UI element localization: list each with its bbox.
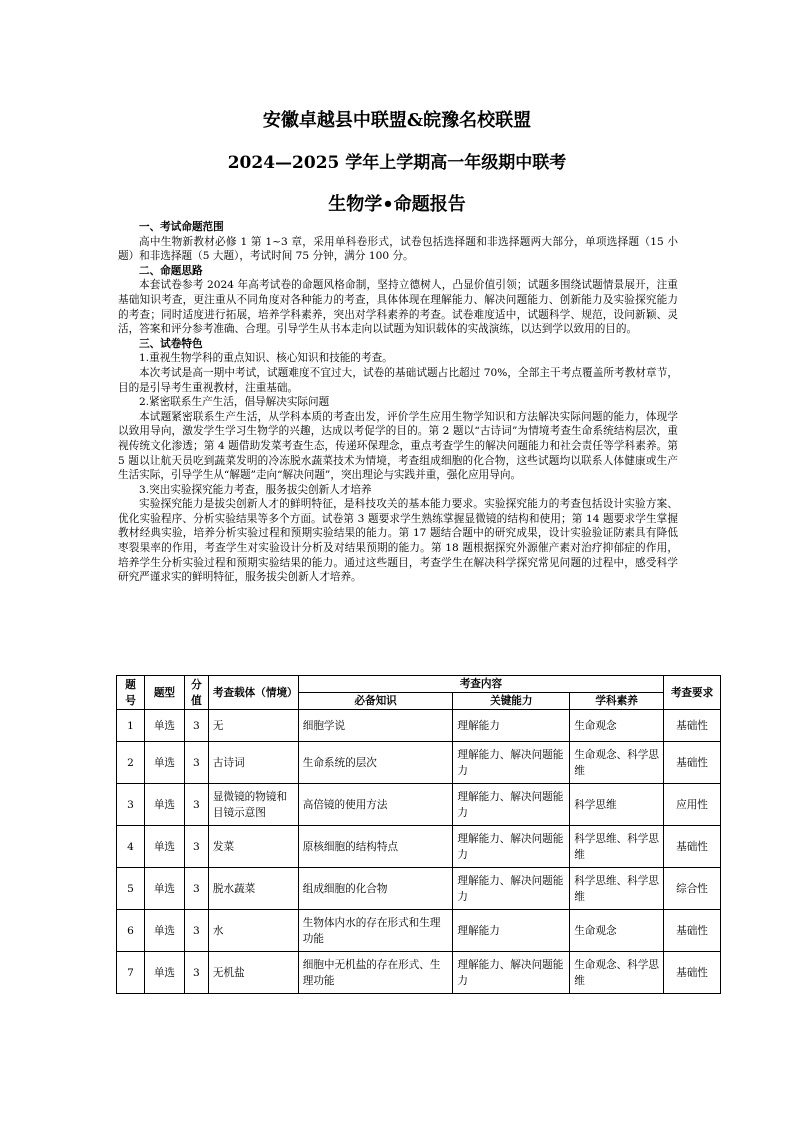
feature-1-title: 1.重视生物学科的重点知识、核心知识和技能的考查。 <box>139 352 393 365</box>
table-row <box>117 784 721 826</box>
cell-knowledge: 高倍镜的使用方法 <box>298 784 453 826</box>
cell-carrier: 无机盐 <box>208 952 298 994</box>
cell-num: 6 <box>117 910 145 952</box>
cell-score: 3 <box>184 742 208 784</box>
cell-literacy: 科学思维、科学思维 <box>570 868 664 910</box>
header-num: 题号 <box>117 676 145 710</box>
header-type: 题型 <box>144 676 184 710</box>
cell-carrier: 发菜 <box>208 826 298 868</box>
cell-knowledge: 生命系统的层次 <box>298 742 453 784</box>
header-ability: 关键能力 <box>453 693 570 710</box>
cell-knowledge: 原核细胞的结构特点 <box>298 826 453 868</box>
cell-requirement: 基础性 <box>664 910 721 952</box>
paragraph-approach: 本套试卷参考 2024 年高考试卷的命题风格命制，坚持立德树人，凸显价值引领；试题多围绕试题情景展开，注重基础知识考查，更注重从不同角度对各种能力的考查，具体体现在理解能力、解决问题能力、创新能力及实验探究能力的考查；同时适度进行拓展，培养学科素养，突出对学科素养的考查。试卷难度适中，试题科学、规范，设问新颖、灵活，答案和评分参考准确、合理。引导学生从书本走向以试题为知识载体的实战演练，以达到学以致用的目的。 <box>118 279 678 336</box>
cell-literacy: 生命观念、科学思维 <box>570 952 664 994</box>
cell-ability: 理解能力、解决问题能力 <box>453 952 570 994</box>
cell-knowledge: 细胞学说 <box>298 710 453 742</box>
cell-ability: 理解能力、解决问题能力 <box>453 868 570 910</box>
cell-num: 3 <box>117 784 145 826</box>
cell-ability: 理解能力 <box>453 710 570 742</box>
report-title: 生物学•命题报告 <box>328 194 466 215</box>
cell-knowledge: 组成细胞的化合物 <box>298 868 453 910</box>
cell-score: 3 <box>184 784 208 826</box>
cell-type: 单选 <box>144 868 184 910</box>
question-table <box>116 675 721 994</box>
cell-requirement: 基础性 <box>664 826 721 868</box>
cell-num: 1 <box>117 710 145 742</box>
table-row <box>117 868 721 910</box>
cell-ability: 理解能力 <box>453 910 570 952</box>
header-score: 分值 <box>184 676 208 710</box>
cell-score: 3 <box>184 826 208 868</box>
cell-literacy: 科学思维、科学思维 <box>570 826 664 868</box>
cell-type: 单选 <box>144 710 184 742</box>
cell-literacy: 生命观念、科学思维 <box>570 742 664 784</box>
report-body <box>118 220 678 585</box>
cell-requirement: 应用性 <box>664 784 721 826</box>
cell-score: 3 <box>184 710 208 742</box>
feature-2-title: 2.紧密联系生产生活，倡导解决实际问题 <box>139 396 330 409</box>
cell-ability: 理解能力、解决问题能力 <box>453 826 570 868</box>
cell-ability: 理解能力、解决问题能力 <box>453 742 570 784</box>
header-knowledge: 必备知识 <box>298 693 453 710</box>
cell-carrier: 无 <box>208 710 298 742</box>
feature-3-title: 3.突出实验探究能力考查，服务拔尖创新人才培养 <box>139 483 372 496</box>
cell-type: 单选 <box>144 826 184 868</box>
cell-score: 3 <box>184 868 208 910</box>
header-content: 考查内容 <box>298 676 663 693</box>
cell-num: 7 <box>117 952 145 994</box>
feature-3-text: 实验探究能力是拔尖创新人才的鲜明特征，是科技攻关的基本能力要求。实验探究能力的考查包括设计实验方案、优化实验程序、分析实验结果等多个方面。试卷第 3 题要求学生熟练掌握显微镜的结构和使用；第 14 题要求学生掌握教材经典实验，培养分析实验过程和预期实验结果的能力。第 17 题结合题中的研究成果，设计实验验证防素具有降低枣裂果率的作用，考查学生对实验设计分析及对结果预期的能力。第 18 题根据探究外源催产素对治疗抑郁症的作用，培养学生分析实验过程和预期实验结果的能力。通过这些题目，考查学生在解决科学探究常见问题的过程中，感受科学研究严谨求实的鲜明特征，服务拔尖创新人才培养。 <box>118 498 678 584</box>
cell-requirement: 基础性 <box>664 742 721 784</box>
feature-1-text: 本次考试是高一期中考试，试题难度不宜过大，试卷的基础试题占比超过 70%，全部主干考点覆盖所考教材章节，目的是引导考生重视教材，注重基础。 <box>118 366 678 394</box>
cell-score: 3 <box>184 952 208 994</box>
cell-num: 4 <box>117 826 145 868</box>
header-requirement: 考查要求 <box>664 676 721 710</box>
cell-score: 3 <box>184 910 208 952</box>
cell-type: 单选 <box>144 742 184 784</box>
cell-requirement: 综合性 <box>664 868 721 910</box>
cell-ability: 理解能力、解决问题能力 <box>453 784 570 826</box>
cell-type: 单选 <box>144 910 184 952</box>
alliance-title: 安徽卓越县中联盟&皖豫名校联盟 <box>262 110 532 131</box>
feature-2-text: 本试题紧密联系生产生活，从学科本质的考查出发，评价学生应用生物学知识和方法解决实际问题的能力，体现学以致用导向，激发学生学习生物学的兴趣，达成以考促学的目的。第 2 题以“古诗词”为情境考查生命系统结构层次，重视传统文化渗透；第 4 题借助发菜考查生态，传递环保理念，重点考查学生的解决问题能力和社会责任等学科素养。第 5 题以让航天员吃到蔬菜发明的冷冻脱水蔬菜技术为情境，考查组成细胞的化合物，这些试题均以联系人体健康或生产生活实际，引导学生从“解题”走向“解决问题”，突出理论与实践并重，强化应用导向。 <box>118 410 678 482</box>
cell-carrier: 水 <box>208 910 298 952</box>
paragraph-scope: 高中生物新教材必修 1 第 1~3 章，采用单科卷形式，试卷包括选择题和非选择题两大部分，单项选择题（15 小题）和非选择题（5 大题），考试时间 75 分钟，满分 100 分。 <box>118 235 678 263</box>
table-row <box>117 952 721 994</box>
section-heading-approach: 二、命题思路 <box>139 264 203 277</box>
table-row <box>117 742 721 784</box>
table-row <box>117 826 721 868</box>
header-carrier: 考查载体（情境） <box>208 676 298 710</box>
cell-carrier: 脱水蔬菜 <box>208 868 298 910</box>
cell-knowledge: 生物体内水的存在形式和生理功能 <box>298 910 453 952</box>
cell-type: 单选 <box>144 784 184 826</box>
exam-title: 2024—2025 学年上学期高一年级期中联考 <box>227 153 567 173</box>
cell-requirement: 基础性 <box>664 952 721 994</box>
table-row <box>117 710 721 742</box>
section-heading-features: 三、试卷特色 <box>139 337 203 350</box>
table-header-row <box>117 676 721 693</box>
cell-carrier: 古诗词 <box>208 742 298 784</box>
cell-literacy: 科学思维 <box>570 784 664 826</box>
section-heading-scope: 一、考试命题范围 <box>139 221 224 233</box>
cell-num: 2 <box>117 742 145 784</box>
cell-literacy: 生命观念 <box>570 710 664 742</box>
table-row <box>117 910 721 952</box>
cell-num: 5 <box>117 868 145 910</box>
cell-requirement: 基础性 <box>664 710 721 742</box>
cell-knowledge: 细胞中无机盐的存在形式、生理功能 <box>298 952 453 994</box>
header-literacy: 学科素养 <box>570 693 664 710</box>
cell-type: 单选 <box>144 952 184 994</box>
cell-carrier: 显微镜的物镜和目镜示意图 <box>208 784 298 826</box>
cell-literacy: 生命观念 <box>570 910 664 952</box>
